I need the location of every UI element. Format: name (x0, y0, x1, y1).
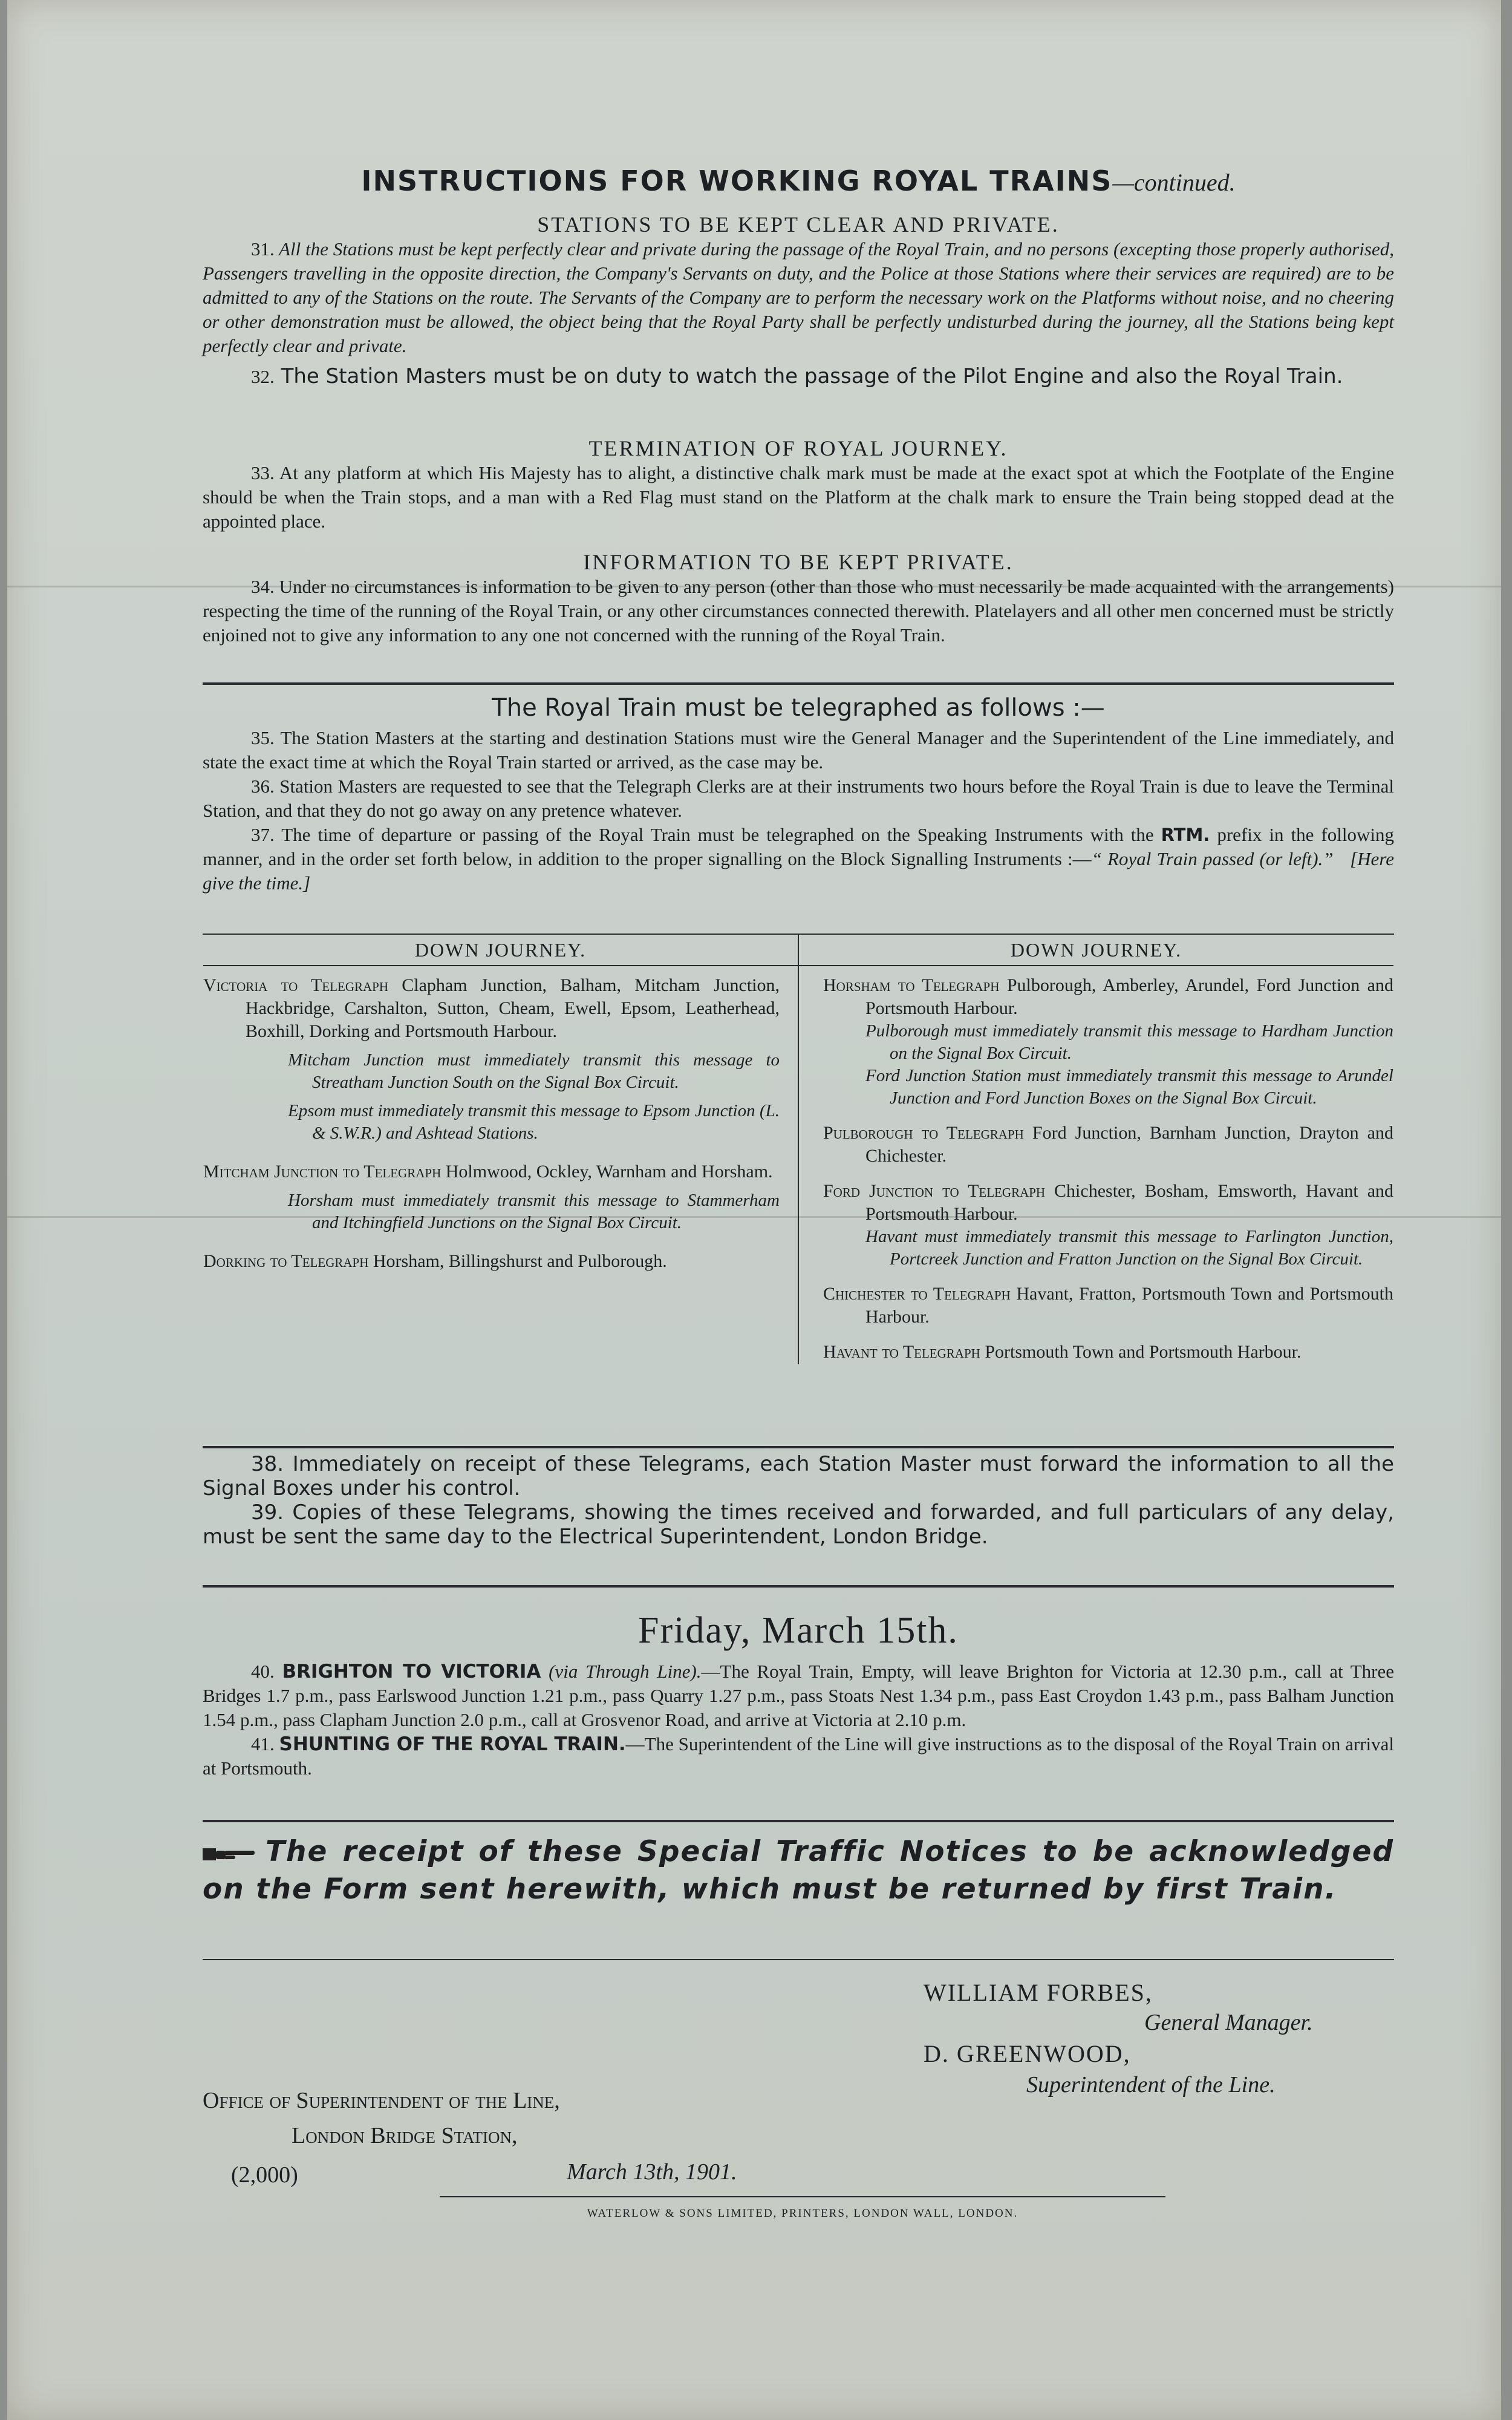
paragraph-number: 35. (251, 727, 275, 748)
date-heading: Friday, March 15th. (638, 1610, 959, 1651)
section-telegram-copies (203, 1452, 1394, 1549)
entry-route: Horsham to Telegraph (823, 975, 1000, 995)
divider (440, 2196, 1165, 2197)
paragraph-text: prefix in the following manner, and in the order set forth below, in addition to the proper signalling on the Block Signalling Instruments :— (203, 824, 1394, 869)
paragraph-text: The Station Masters must be on duty to watch the passage of the Pilot Engine and also the Royal Train. (281, 364, 1343, 388)
journey-entry (823, 1180, 1393, 1270)
paragraph-41 (203, 1732, 1394, 1781)
journey-entry (203, 974, 780, 1145)
journey-entry (823, 1122, 1393, 1168)
notice-text: The receipt of these Special Traffic Notices to be acknowledged on the Form sent herewith, which must be returned by first Train. (203, 1835, 1394, 1906)
pointing-hand-icon (203, 1845, 257, 1863)
paragraph-31 (203, 237, 1394, 358)
paragraph-number: 34. (251, 576, 275, 597)
journey-entry (823, 1341, 1393, 1364)
entry-note: Havant must immediately transmit this message to Farlington Junction, Portcreek Junction and Fratton Junction on the Signal Box Circuit. (865, 1227, 1393, 1269)
paragraph-text: Under no circumstances is information to be given to any person (other than those who must necessarily be made acquainted with the arrangements) respecting the time of the running of the Royal Train, or any other circumstances connected therewith. Platelayers and all other men concerned must be strictly enjoined not to give any information to any one not concerned with the running of the Royal Train. (203, 576, 1394, 646)
journey-table (203, 934, 1394, 1364)
entry-route: Dorking to Telegraph (203, 1251, 369, 1271)
signatory-title: Superintendent of the Line. (1026, 2072, 1276, 2098)
notice-date: March 13th, 1901. (567, 2159, 737, 2185)
paragraph-37 (203, 823, 1394, 895)
section-heading: STATIONS TO BE KEPT CLEAR AND PRIVATE. (537, 212, 1060, 237)
paragraph-text: The Station Masters at the starting and destination Stations must wire the General Manager and the Superintendent of the Line immediately, and state the exact time at which the Royal Train started or arrived, as the case may be. (203, 727, 1394, 773)
entry-route: Chichester to Telegraph (823, 1284, 1011, 1304)
entry-note: Pulborough must immediately transmit this message to Hardham Junction on the Signal Box Circuit. (865, 1021, 1393, 1063)
paragraph-text: At any platform at which His Majesty has to alight, a distinctive chalk mark must be made at the exact spot at which the Footplate of the Engine should be when the Train stops, and a man with a Red Flag must stand on the Platform at the chalk mark to ensure the Train being stopped dead at the appointed place. (203, 462, 1395, 532)
divider (203, 1820, 1394, 1822)
paragraph-title: SHUNTING OF THE ROYAL TRAIN. (279, 1733, 626, 1755)
entry-stations: Clapham Junction, Balham, Mitcham Junction, Hackbridge, Carshalton, Sutton, Cheam, Ewell, Epsom, Leatherhead, Boxhill, Dorking and Portsmouth Harbour. (246, 975, 780, 1041)
divider (203, 1446, 1394, 1448)
entry-stations: Holmwood, Ockley, Warnham and Horsham. (445, 1162, 773, 1182)
section-heading: The Royal Train must be telegraphed as follows :— (492, 694, 1105, 722)
rtm-prefix: RTM. (1161, 825, 1210, 845)
page-title (203, 165, 1394, 197)
section-telegraph (203, 696, 1394, 895)
telegraph-quote: “ Royal Train passed (or left).” (1091, 848, 1334, 869)
paragraph-text: All the Stations must be kept perfectly clear and private during the passage of the Royal Train, and no persons (excepting those properly authorised, Passengers travelling in the opposite direction, the Company's Servants on duty, and the Police at those Stations where their services are required) are to be admitted to any of the Stations on the route. The Servants of the Company are to perform the necessary work on the Platforms without noise, and no cheering or other demonstration must be allowed, the object being that the Royal Party shall be perfectly undisturbed during the journey, all the Stations being kept perfectly clear and private. (203, 238, 1394, 356)
journey-entry (203, 1160, 780, 1234)
office-line: Office of Superintendent of the Line, (203, 2088, 560, 2113)
title-continued: —continued. (1112, 169, 1236, 196)
paragraph-33 (203, 461, 1394, 534)
paragraph-number: 32. (251, 366, 275, 387)
paragraph-text: The time of departure or passing of the Royal Train must be telegraphed on the Speaking Instruments with the (281, 824, 1154, 845)
print-count: (2,000) (231, 2162, 298, 2188)
printer-imprint: WATERLOW & SONS LIMITED, PRINTERS, LONDON WALL, LONDON. (587, 2207, 1018, 2220)
paragraph-38 (203, 1452, 1394, 1500)
entry-route: Mitcham Junction to Telegraph (203, 1162, 442, 1182)
receipt-notice (203, 1833, 1394, 1908)
section-information-private (203, 549, 1394, 647)
right-column-heading: DOWN JOURNEY. (799, 935, 1393, 966)
section-termination (203, 436, 1394, 534)
paragraph-number: 41. (251, 1733, 275, 1754)
paragraph-34 (203, 575, 1394, 647)
office-station: London Bridge Station, (292, 2123, 518, 2148)
paragraph-title: BRIGHTON TO VICTORIA (282, 1661, 541, 1683)
paragraph-text: Station Masters are requested to see that the Telegraph Clerks are at their instruments two hours before the Royal Train is due to leave the Terminal Station, and that they do not go away on any pretence whatever. (203, 776, 1395, 821)
entry-note: Epsom must immediately transmit this message to Epsom Junction (L. & S.W.R.) and Ashtead Stations. (288, 1101, 780, 1143)
signatory-name: D. GREENWOOD, (924, 2040, 1131, 2067)
entry-route: Ford Junction to Telegraph (823, 1181, 1046, 1201)
right-journey-column (798, 967, 1394, 1364)
entry-note: Ford Junction Station must immediately transmit this message to Arundel Junction and Ford Junction Boxes on the Signal Box Circuit. (865, 1066, 1393, 1108)
journey-entry (823, 1283, 1393, 1329)
section-heading: TERMINATION OF ROYAL JOURNEY. (588, 436, 1008, 460)
entry-route: Pulborough to Telegraph (823, 1123, 1024, 1143)
telegraph-bracket-note: [Here give the time.] (203, 848, 1394, 894)
section-stations-clear (203, 212, 1394, 389)
entry-stations: Portsmouth Town and Portsmouth Harbour. (985, 1342, 1302, 1362)
paragraph-number: 36. (251, 776, 275, 797)
paragraph-39 (203, 1500, 1394, 1549)
entry-note: Mitcham Junction must immediately transmit this message to Streatham Junction South on the Signal Box Circuit. (288, 1050, 780, 1092)
paragraph-number: 31. (251, 238, 275, 260)
signature-block (924, 1978, 1313, 2098)
entry-route: Victoria to Telegraph (203, 975, 388, 995)
paragraph-40 (203, 1660, 1394, 1732)
paragraph-number: 39. (251, 1500, 284, 1525)
journey-entry (203, 1250, 780, 1273)
title-text: INSTRUCTIONS FOR WORKING ROYAL TRAINS (361, 165, 1113, 197)
entry-stations: Horsham, Billingshurst and Pulborough. (373, 1251, 667, 1271)
divider (203, 1959, 1394, 1960)
divider (203, 682, 1394, 685)
journey-entry (823, 974, 1393, 1110)
paragraph-text: Copies of these Telegrams, showing the times received and forwarded, and full particulars of any delay, must be sent the same day to the Electrical Superintendent, London Bridge. (203, 1500, 1394, 1549)
paragraph-text: —The Superintendent of the Line will give instructions as to the disposal of the Royal Train on arrival at Portsmouth. (203, 1733, 1395, 1779)
paragraph-number: 33. (251, 462, 275, 483)
signatory-title: General Manager. (1144, 2010, 1313, 2035)
paragraph-number: 38. (251, 1452, 284, 1476)
paragraph-number: 37. (251, 824, 275, 845)
paragraph-35 (203, 726, 1394, 774)
left-column-heading: DOWN JOURNEY. (203, 935, 798, 966)
paragraph-text: —The Royal Train, Empty, will leave Brighton for Victoria at 12.30 p.m., call at Three Bridges 1.7 p.m., pass Earlswood Junction 1.21 p.m., pass Quarry 1.27 p.m., pass Stoats Nest 1.34 p.m., pass East Croydon 1.43 p.m., pass Balham Junction 1.54 p.m., pass Clapham Junction 2.0 p.m., call at Grosvenor Road, and arrive at Victoria at 2.10 p.m. (203, 1661, 1394, 1730)
paragraph-36 (203, 774, 1394, 823)
section-friday (203, 1609, 1394, 1781)
left-journey-column (203, 967, 798, 1364)
entry-stations: Havant, Fratton, Portsmouth Town and Portsmouth Harbour. (865, 1284, 1393, 1327)
entry-stations: Pulborough, Amberley, Arundel, Ford Junction and Portsmouth Harbour. (865, 975, 1393, 1018)
paragraph-via: (via Through Line). (549, 1661, 702, 1682)
entry-note: Horsham must immediately transmit this message to Stammerham and Itchingfield Junctions on the Signal Box Circuit. (288, 1191, 780, 1232)
section-heading: INFORMATION TO BE KEPT PRIVATE. (583, 550, 1014, 574)
document-sheet (7, 0, 1501, 2420)
paragraph-32 (203, 364, 1394, 389)
paragraph-text: Immediately on receipt of these Telegrams, each Station Master must forward the information to all the Signal Boxes under his control. (203, 1452, 1395, 1500)
paragraph-number: 40. (251, 1661, 275, 1682)
signatory-name: WILLIAM FORBES, (924, 1979, 1153, 2006)
entry-route: Havant to Telegraph (823, 1342, 980, 1362)
entry-stations: Ford Junction, Barnham Junction, Drayton and Chichester. (865, 1123, 1393, 1166)
entry-stations: Chichester, Bosham, Emsworth, Havant and Portsmouth Harbour. (865, 1181, 1394, 1224)
divider (203, 1585, 1394, 1588)
